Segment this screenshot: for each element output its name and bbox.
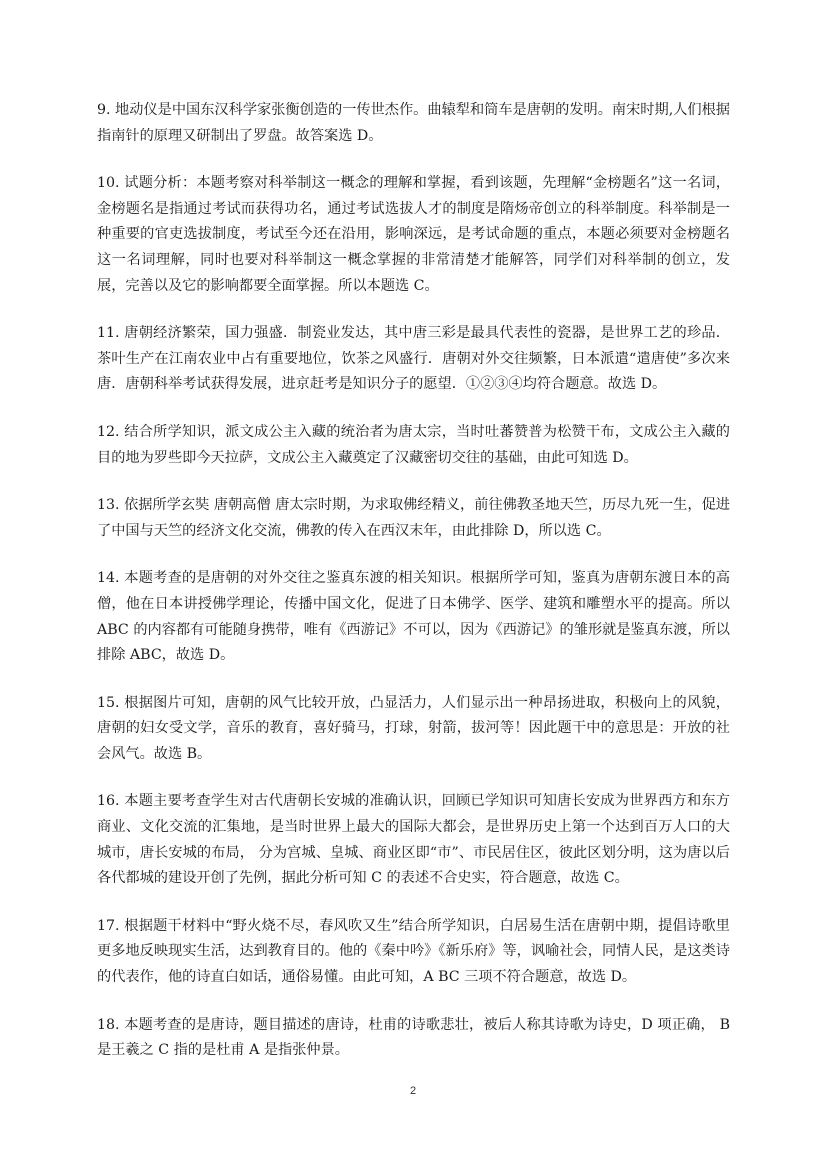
answer-paragraph-15: 15. 根据图片可知，唐朝的风气比较开放，凸显活力，人们显示出一种昂扬进取，积极向上的风貌，唐朝的妇女受文学，音乐的教育，喜好骑马，打球，射箭，拔河等！因此题干中的意思是：开放的社会风气。故选 B。 xyxy=(97,694,730,762)
answer-paragraph-17: 17. 根据题干材料中“野火烧不尽，春风吹又生”结合所学知识，白居易生活在唐朝中期，提倡诗歌里更多地反映现实生活，达到教育目的。他的《秦中吟》《新乐府》等，讽喻社会，同情人民，是这类诗的代表作，他的诗直白如话，通俗易懂。由此可知，A BC 三项不符合题意，故选 D。 xyxy=(97,917,730,986)
answer-paragraph-10: 10. 试题分析：本题考察对科举制这一概念的理解和掌握，看到该题，先理解“金榜题名”这一名词，金榜题名是指通过考试而获得功名，通过考试选拔人才的制度是隋炀帝创立的科举制度。科举制是一种重要的官吏选拔制度，考试至今还在沿用，影响深远，是考试命题的重点，本题必须要对金榜题名这一名词理解，同时也要对科举制这一概念掌握的非常清楚才能解答，同学们对科举制的创立，发展，完善以及它的影响都要全面掌握。所以本题选 C。 xyxy=(97,175,730,294)
document-body xyxy=(97,98,730,1086)
answer-paragraph-16: 16. 本题主要考查学生对古代唐朝长安城的准确认识，回顾已学知识可知唐长安成为世界西方和东方商业、文化交流的汇集地，是当时世界上最大的国际大都会，是世界历史上第一个达到百万人口的大城市，唐长安城的布局， 分为宫城、皇城、商业区即“市”、市民居住区，彼此区划分明，这为唐以后各代都城的建设开创了先例，据此分析可知 C 的表述不合史实，符合题意，故选 C。 xyxy=(97,793,730,887)
answer-paragraph-18: 18. 本题考查的是唐诗，题目描述的唐诗，杜甫的诗歌悲壮，被后人称其诗歌为诗史，D 项正确， B 是王羲之 C 指的是杜甫 A 是指张仲景。 xyxy=(97,1016,730,1059)
answer-paragraph-12: 12. 结合所学知识，派文成公主入藏的统治者为唐太宗，当时吐蕃赞普为松赞干布，文成公主入藏的目的地为罗些即今天拉萨，文成公主入藏奠定了汉藏密切交往的基础，由此可知选 D。 xyxy=(97,423,730,466)
answer-paragraph-13: 13. 依据所学玄奘 唐朝高僧 唐太宗时期，为求取佛经精义，前往佛教圣地天竺，历尽九死一生，促进了中国与天竺的经济文化交流，佛教的传入在西汉末年，由此排除 D，所以选 C。 xyxy=(97,497,730,539)
answer-paragraph-11: 11. 唐朝经济繁荣，国力强盛．制瓷业发达，其中唐三彩是最具代表性的瓷器，是世界工艺的珍品．茶叶生产在江南农业中占有重要地位，饮茶之风盛行．唐朝对外交往频繁，日本派遣“遣唐使”多次来唐．唐朝科举考试获得发展，进京赶考是知识分子的愿望．①②③④均符合题意。故选 D。 xyxy=(97,325,730,393)
answer-paragraph-14: 14. 本题考查的是唐朝的对外交往之鉴真东渡的相关知识。根据所学可知，鉴真为唐朝东渡日本的高僧，他在日本讲授佛学理论，传播中国文化，促进了日本佛学、医学、建筑和雕塑水平的提高。所以 ABC 的内容都有可能随身携带，唯有《西游记》不可以，因为《西游记》的雏形就是鉴真东渡，所以排除 ABC，故选 D。 xyxy=(97,570,730,664)
answer-paragraph-9: 9. 地动仪是中国东汉科学家张衡创造的一传世杰作。曲辕犁和筒车是唐朝的发明。南宋时期,人们根据指南针的原理又研制出了罗盘。故答案选 D。 xyxy=(97,102,730,144)
page-number: 2 xyxy=(409,1085,417,1097)
